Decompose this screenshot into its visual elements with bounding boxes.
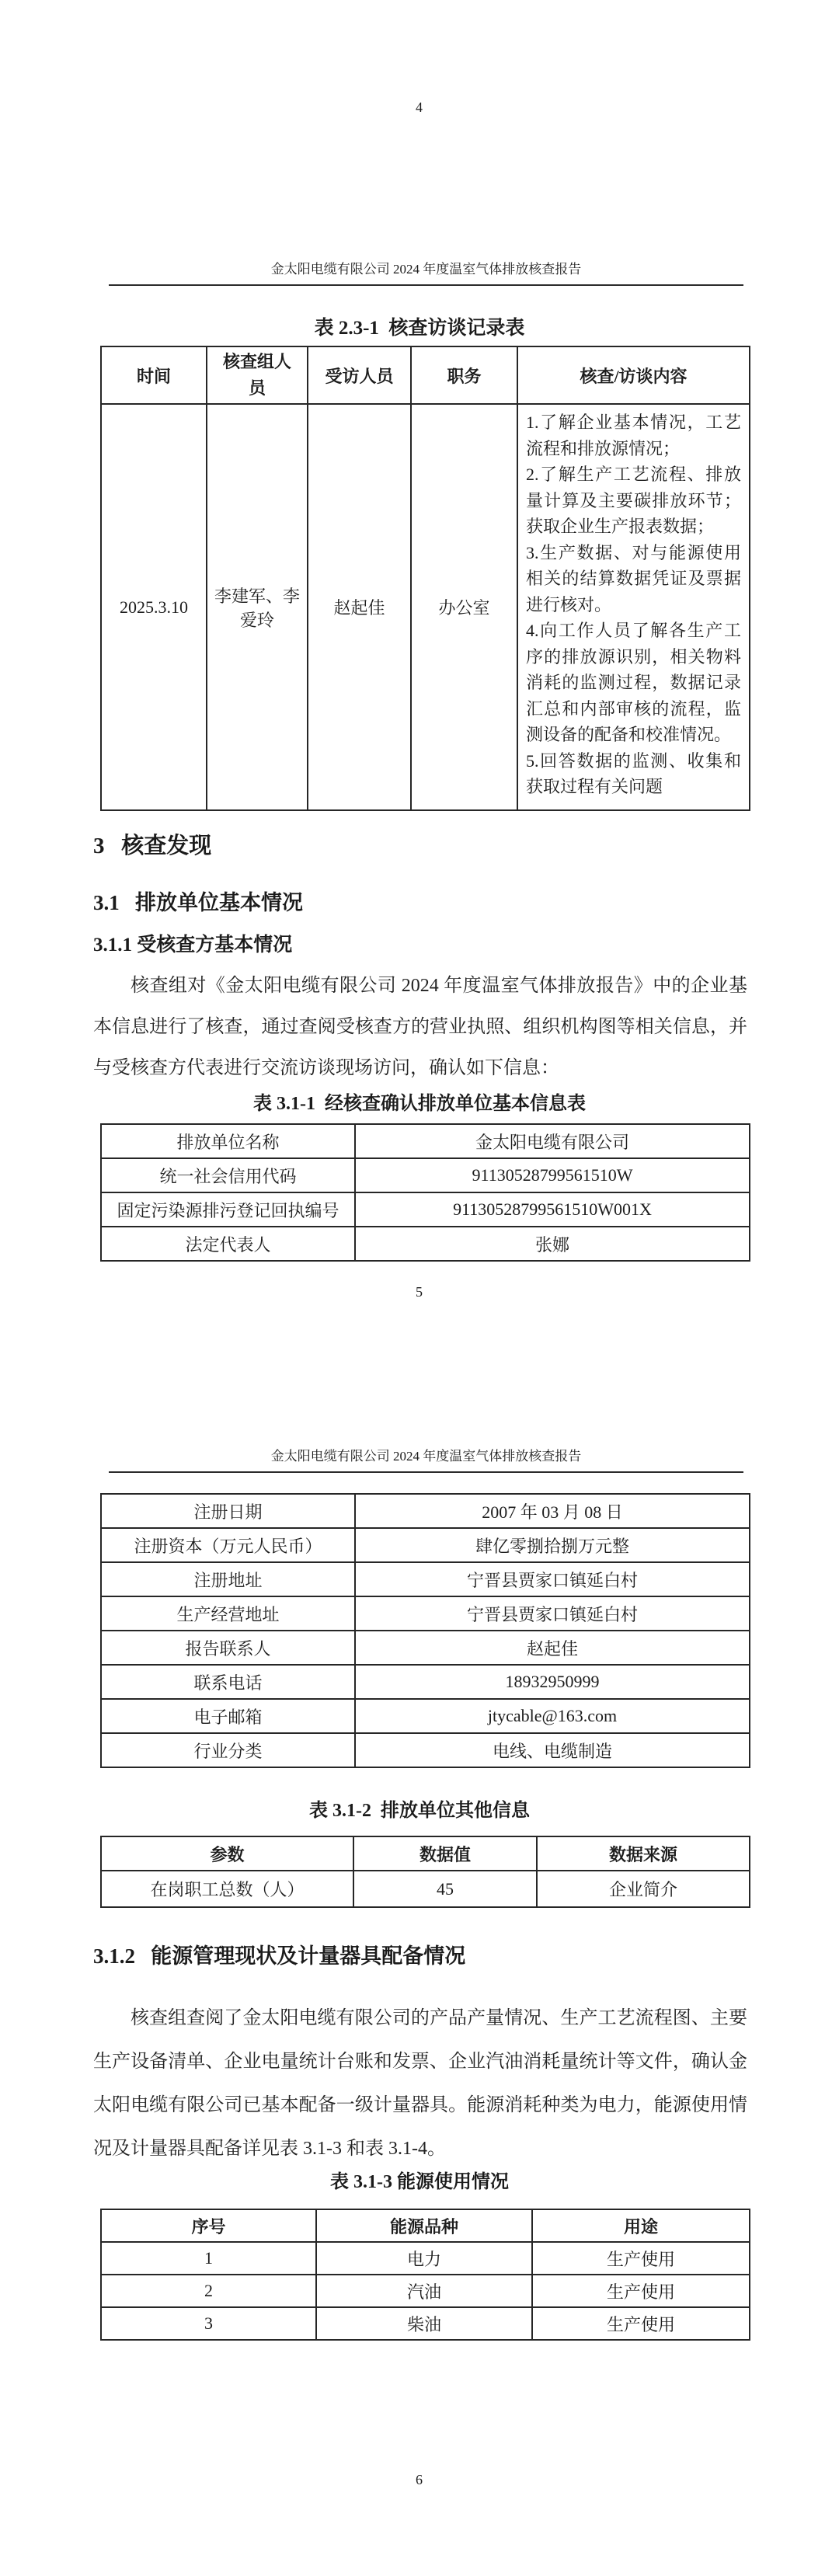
section-heading-3-1-2: 3.1.2 能源管理现状及计量器具配备情况 [93, 1944, 466, 1968]
running-header: 金太阳电缆有限公司 2024 年度温室气体排放核查报告 [109, 1445, 743, 1473]
col-header-value: 数据值 [353, 1836, 537, 1871]
page-number: 4 [416, 99, 423, 115]
page-number: 6 [416, 2472, 423, 2487]
cell-usage: 生产使用 [532, 2275, 750, 2307]
row-label: 固定污染源排污登记回执编号 [101, 1192, 355, 1227]
table-row [101, 1528, 750, 1562]
table-row [101, 1227, 750, 1261]
content-item: 3.生产数据、对与能源使用相关的结算数据凭证及票据进行核对。 [526, 542, 741, 614]
row-value: jtycable@163.com [355, 1699, 750, 1733]
row-value: 91130528799561510W001X [355, 1192, 750, 1227]
row-label: 法定代表人 [101, 1227, 355, 1261]
table-row [101, 2307, 750, 2340]
paragraph-energy-management: 核查组查阅了金太阳电缆有限公司的产品产量情况、生产工艺流程图、主要生产设备清单、企业电量统计台账和发票、企业汽油消耗量统计等文件，确认金太阳电缆有限公司已基本配备一级计量器具。能源消耗种类为电力，能源使用情况及计量器具配备详见表 3.1-3 和表 3.1-4。 [93, 2008, 747, 2159]
table-caption-3-1-3: 表 3.1-3 能源使用情况 [330, 2172, 509, 2192]
col-header-usage: 用途 [532, 2209, 750, 2242]
col-header-content: 核查/访谈内容 [517, 346, 750, 404]
row-value: 18932950999 [355, 1665, 750, 1699]
col-header-team: 核查组人员 [207, 346, 308, 404]
table-row [101, 1733, 750, 1767]
registration-table [100, 1493, 750, 1768]
table-row [101, 2242, 750, 2275]
table-row [101, 1596, 750, 1631]
table-row [101, 2275, 750, 2307]
table-header-row [101, 346, 750, 404]
cell-index: 3 [101, 2307, 316, 2340]
col-header-source: 数据来源 [537, 1836, 750, 1871]
cell-index: 1 [101, 2242, 316, 2275]
row-value: 金太阳电缆有限公司 [355, 1124, 750, 1158]
row-label: 报告联系人 [101, 1631, 355, 1665]
col-header-parameter: 参数 [101, 1836, 353, 1871]
row-value: 2007 年 03 月 08 日 [355, 1494, 750, 1528]
col-header-interviewee: 受访人员 [308, 346, 411, 404]
row-label: 注册资本（万元人民币） [101, 1528, 355, 1562]
section-heading-3-1-1: 3.1.1 受核查方基本情况 [93, 935, 293, 956]
table-row [101, 1192, 750, 1227]
table-header-row [101, 2209, 750, 2242]
col-header-energy-type: 能源品种 [316, 2209, 532, 2242]
table-row [101, 1871, 750, 1907]
row-value: 电线、电缆制造 [355, 1733, 750, 1767]
table-row [101, 1665, 750, 1699]
table-row [101, 1699, 750, 1733]
table-row [101, 1124, 750, 1158]
interview-table [100, 346, 750, 811]
cell-parameter: 在岗职工总数（人） [101, 1871, 353, 1907]
row-value: 赵起佳 [355, 1631, 750, 1665]
cell-usage: 生产使用 [532, 2307, 750, 2340]
row-value: 宁晋县贾家口镇延白村 [355, 1596, 750, 1631]
energy-table [100, 2209, 750, 2341]
cell-interviewee: 赵起佳 [308, 404, 411, 810]
row-label: 统一社会信用代码 [101, 1158, 355, 1192]
content-item: 1.了解企业基本情况，工艺流程和排放源情况； [526, 413, 741, 458]
running-header: 金太阳电缆有限公司 2024 年度温室气体排放核查报告 [109, 258, 743, 286]
cell-index: 2 [101, 2275, 316, 2307]
table-row [101, 1631, 750, 1665]
row-label: 排放单位名称 [101, 1124, 355, 1158]
content-item: 2.了解生产工艺流程、排放量计算及主要碳排放环节；获取企业生产报表数据； [526, 465, 741, 536]
cell-energy-type: 电力 [316, 2242, 532, 2275]
other-info-table [100, 1836, 750, 1908]
table-row [101, 404, 750, 810]
table-header-row [101, 1836, 750, 1871]
cell-energy-type: 柴油 [316, 2307, 532, 2340]
section-heading-3-1: 3.1 排放单位基本情况 [93, 891, 303, 914]
row-label: 注册地址 [101, 1562, 355, 1596]
row-value: 张娜 [355, 1227, 750, 1261]
table-row [101, 1494, 750, 1528]
table-row [101, 1562, 750, 1596]
col-header-position: 职务 [411, 346, 517, 404]
row-value: 宁晋县贾家口镇延白村 [355, 1562, 750, 1596]
row-label: 注册日期 [101, 1494, 355, 1528]
row-label: 联系电话 [101, 1665, 355, 1699]
cell-usage: 生产使用 [532, 2242, 750, 2275]
col-header-time: 时间 [101, 346, 207, 404]
table-caption-2-3-1: 表 2.3-1 核查访谈记录表 [314, 318, 525, 339]
cell-time: 2025.3.10 [101, 404, 207, 810]
table-caption-3-1-1: 表 3.1-1 经核查确认排放单位基本信息表 [253, 1094, 586, 1114]
row-value: 91130528799561510W [355, 1158, 750, 1192]
table-caption-3-1-2: 表 3.1-2 排放单位其他信息 [309, 1801, 530, 1821]
cell-position: 办公室 [411, 404, 517, 810]
row-value: 肆亿零捌拾捌万元整 [355, 1528, 750, 1562]
cell-energy-type: 汽油 [316, 2275, 532, 2307]
row-label: 生产经营地址 [101, 1596, 355, 1631]
table-row [101, 1158, 750, 1192]
content-item: 4.向工作人员了解各生产工序的排放源识别，相关物料消耗的监测过程，数据记录汇总和内部审核的流程，监测设备的配备和校准情况。 [526, 621, 741, 744]
page-number: 5 [416, 1284, 423, 1300]
section-heading-3: 3 核查发现 [93, 834, 212, 858]
cell-source: 企业简介 [537, 1871, 750, 1907]
row-label: 电子邮箱 [101, 1699, 355, 1733]
row-label: 行业分类 [101, 1733, 355, 1767]
cell-interview-content [517, 404, 750, 810]
col-header-index: 序号 [101, 2209, 316, 2242]
cell-team: 李建军、李爱玲 [207, 404, 308, 810]
basic-info-table [100, 1123, 750, 1262]
paragraph-basic-info: 核查组对《金太阳电缆有限公司 2024 年度温室气体排放报告》中的企业基本信息进行了核查，通过查阅受核查方的营业执照、组织机构图等相关信息，并与受核查方代表进行交流访谈现场访问，确认如下信息： [93, 976, 747, 1078]
cell-value: 45 [353, 1871, 537, 1907]
content-item: 5.回答数据的监测、收集和获取过程有关问题 [526, 750, 741, 796]
